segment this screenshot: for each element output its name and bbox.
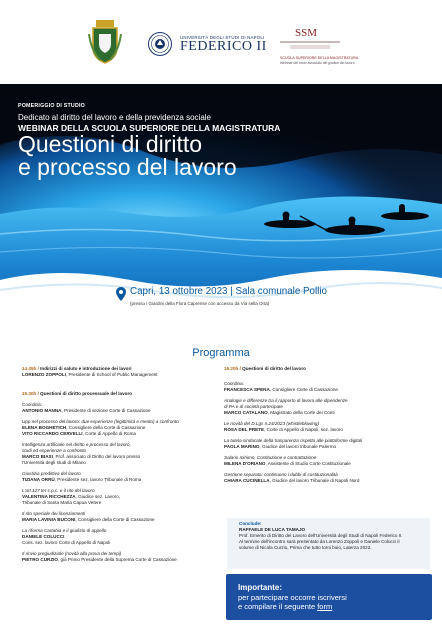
crest-logo-icon [88,20,122,64]
talk-item: L'art.127 ter c.p.c. e il rito del lavoro VALENTINA RICCHEZZA, Giudice sez. Lavoro, Tribunale di Santa Maria Capua Vetere [22,488,121,505]
conclusion-note-1: Al termine dell'incontro sarà presentato da Lorenzo Zoppoli e Daniele Colucci il [239,539,400,544]
conclusion-role: Prof. Emerito di Diritto del Lavoro dell'Università degli Studi di Napoli Federico II. [239,533,403,538]
venue-date-place: Capri, 13 ottobre 2023 | Sala comunale Pollio [130,286,327,297]
coordinator: Coordina: FRANCESCA SPENA, Consigliere Corte di Cassazione [224,381,338,392]
header [0,0,442,84]
talk-item: Analogie e differenze tra il rapporto di lavoro alle dipendenze di PA e di società partecipate MARCO CATALANO, Magistrato della Corte dei Conti [224,398,348,415]
unina-big-text: FEDERICO II [180,39,267,54]
location-pin-icon [116,287,126,301]
session-heading: 14.45h / Indirizzi di saluto e introduzione dei lavori [22,366,132,371]
event-webinar: WEBINAR DELLA SCUOLA SUPERIORE DELLA MAGISTRATURA [18,123,281,133]
talk-item: Intelligenza artificiale nel diritto e processo del lavoro, studi ed esperienze a confronto MARCO BIASI, Prof. associato di Diritto del lavoro presso l'Università degli studi di Milano [22,442,141,465]
talk-item: Il rinvio pregiudiziale (novità alla prova dei tempi) PIETRO CURZIO, già Primo Presidente della Suprema Corte di Cassazione [22,551,177,562]
program-right-column [224,366,424,489]
program-left-column [22,366,212,568]
conclusion-note-2: volume di Nicola Curzio, Prima che tutto torni buio, Laterza 2022. [239,545,372,550]
session-opening: 14.45h / Indirizzi di saluto e introduzione dei lavori LORENZO ZOPPOLI, Presidente di School of Public Management [22,366,212,378]
conclusion-label: Conclude: [239,521,262,526]
unina-wordmark [180,35,267,54]
talk-item: Gestione separata: continuono i dubbi di costituzionalità CHIARA CUCINELLA, Giudice del lavoro Tribunale di Napoli Nord [224,472,360,483]
unina-seal-icon [148,32,172,56]
coordinator: Coordina: ANTONIO MANNA, Presidente di sezione Corte di Cassazione [22,402,151,413]
registration-text: per partecipare occorre iscriversi e compilare il seguente form [238,593,347,611]
page-title [18,133,348,179]
ssm-line2: Webinar del ruolo associato del giudice del lavoro [280,61,355,65]
program-title: Programma [192,347,250,359]
ssm-logo-icon [275,24,345,54]
conclusion-speaker: RAFFAELE DE LUCA TAMAJO [239,527,306,532]
unina-small-text: UNIVERSITÀ DEGLI STUDI DI NAPOLI [180,35,265,40]
talk-item: La tutela sindacale della trasparenza rispetto alle piattaforme digitali PAOLA MARINO, Giudice del lavoro tribunale Palermo [224,438,363,449]
talk-item: Giustizia predittiva del lavoro TIZIANA ORRÙ, Presidente sez. lavoro Tribunale di Roma [22,471,142,482]
event-kicker: POMERIGGIO DI STUDIO [18,103,85,109]
talk-item: Le novità del D.Lgs n.24/2023 (whistleblowing) ROSA DEL PRETE, Corte di Appello di Napoli, sez. lavoro [224,421,343,432]
session-heading: 15.30h / Questioni di diritto processuale del lavoro [22,391,133,396]
registration-form-link[interactable]: form [317,602,333,611]
talk-item: Upp nel processo del lavoro: due esperienze (legittimità e merito) a confronto ELENA BOGHETICH, Consigliere della Corte di Cassazione VITO RICCARDO CERVELLI, Corte di Appello di Roma [22,419,179,436]
registration-box [226,574,432,620]
session-substantive [224,366,424,372]
talk-item: La riforma Cartabia e il giudizio di appello DANIELE COLUCCI Cons. sez. lavoro Corte di Appello di Napoli [22,528,111,545]
title-line-1: Questioni di diritto [18,131,203,157]
session-procedural [22,391,212,397]
ssm-line1: SCUOLA SUPERIORE DELLA MAGISTRATURA [280,56,359,60]
session-heading: 16.20h / Questioni di diritto del lavoro [224,366,306,371]
title-line-2: e processo del lavoro [18,154,237,180]
talk-item: Il rito speciale dei licenziamenti MARIA LAVINIA BUCONI, Consigliere della Corte di Cassazione [22,511,155,522]
conclusion-box [227,518,430,569]
talk-item: Salario minimo, Costituzione e contrattazione MILENA D'ORIANO, Assistente di Studio Corte Costituzionale [224,455,351,466]
event-dedication: Dedicato al diritto del lavoro e della previdenza sociale [18,113,211,122]
registration-title: Importante: [238,583,282,592]
venue-access-note: (presso i Giardini della Flora Caprense con accesso da Via sella Orta) [130,301,270,306]
ssm-name: SSM [295,27,318,39]
